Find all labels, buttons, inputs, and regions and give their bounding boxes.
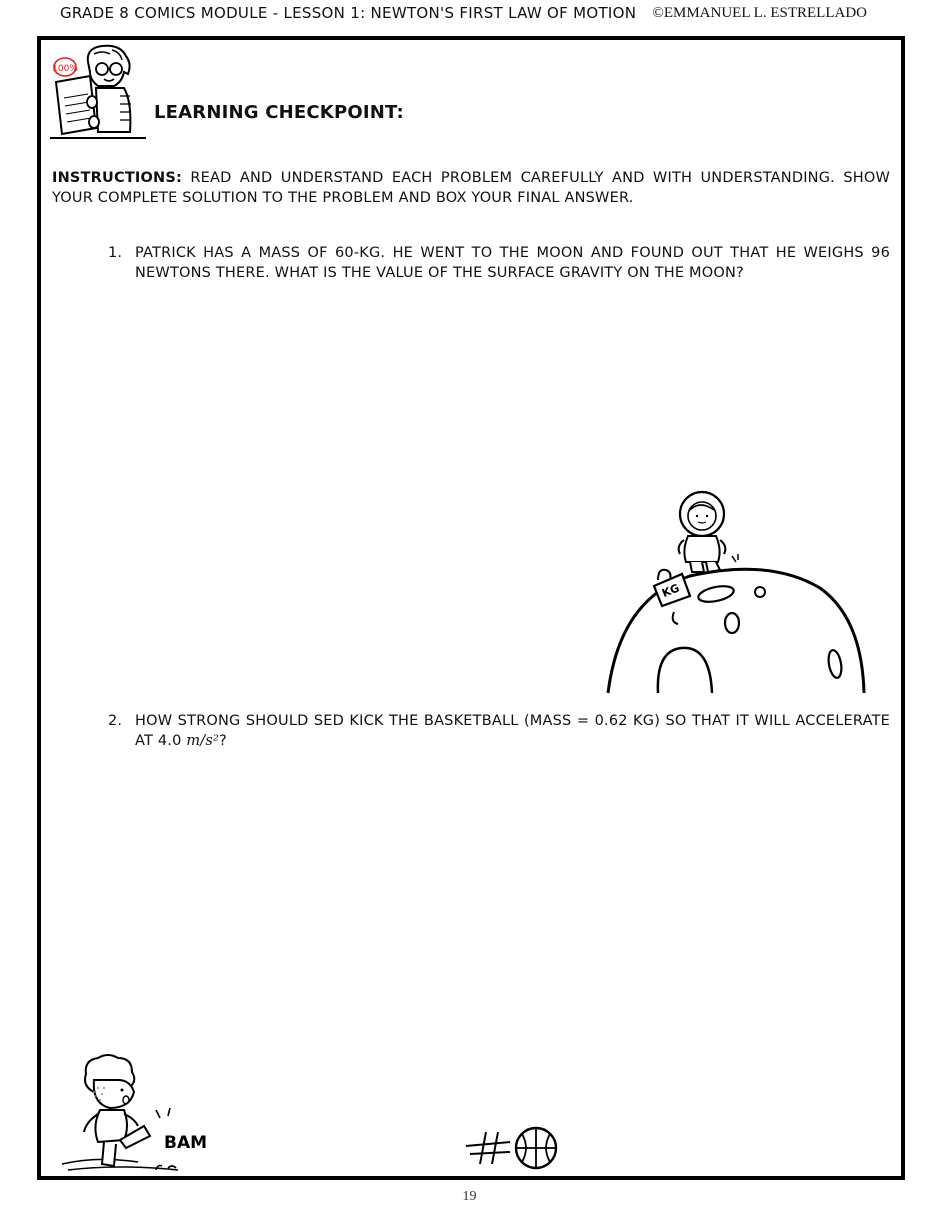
problem-1-number: 1.	[108, 245, 123, 261]
problem-2-text-main: HOW STRONG SHOULD SED KICK THE BASKETBALL (MASS = 0.62 KG) SO THAT IT WILL ACCELERATE AT 4.0	[135, 713, 890, 749]
problem-2	[108, 711, 890, 751]
module-header-title: GRADE 8 COMICS MODULE - LESSON 1: NEWTON'S FIRST LAW OF MOTION	[60, 4, 637, 22]
basketball-illustration	[460, 1120, 570, 1175]
problem-2-text	[135, 711, 890, 751]
copyright-notice: ©EMMANUEL L. ESTRELLADO	[652, 5, 867, 21]
instructions-text: READ AND UNDERSTAND EACH PROBLEM CAREFULLY AND WITH UNDERSTANDING. SHOW YOUR COMPLETE SOLUTION TO THE PROBLEM AND BOX YOUR FINAL ANSWER.	[52, 170, 890, 206]
problem-1-text: PATRICK HAS A MASS OF 60-KG. HE WENT TO THE MOON AND FOUND OUT THAT HE WEIGHS 96 NEWTONS THERE. WHAT IS THE VALUE OF THE SURFACE GRAVITY ON THE MOON?	[135, 245, 890, 281]
astronaut-on-moon-illustration	[600, 488, 870, 698]
kicking-boy-illustration	[58, 1052, 233, 1172]
problem-1	[108, 243, 890, 283]
score-badge: 100%	[52, 64, 78, 74]
section-title: LEARNING CHECKPOINT:	[154, 102, 404, 123]
weight-label: KG	[660, 581, 682, 601]
sound-effect-text: BAM	[164, 1133, 208, 1153]
instructions-block	[52, 168, 890, 208]
acceleration-unit: m/s²	[186, 733, 220, 749]
problem-2-text-end: ?	[219, 733, 227, 749]
teacher-reading-illustration	[50, 42, 150, 142]
instructions-label: INSTRUCTIONS:	[52, 170, 183, 186]
page-number: 19	[462, 1189, 477, 1204]
problem-2-number: 2.	[108, 713, 123, 729]
